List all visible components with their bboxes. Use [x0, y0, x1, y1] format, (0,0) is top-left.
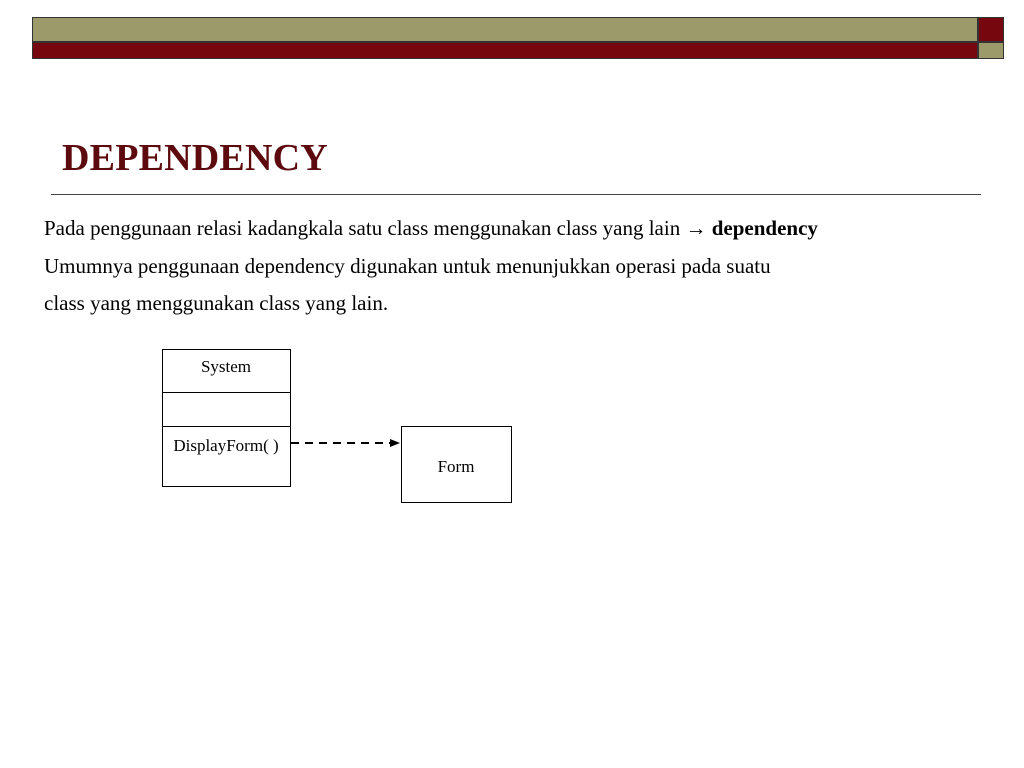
form-class-name: Form: [437, 457, 475, 476]
slide-title: DEPENDENCY: [62, 137, 328, 179]
body-line-1-text: Pada penggunaan relasi kadangkala satu class menggunakan class yang lain: [44, 216, 686, 240]
body-line-2: Umumnya penggunaan dependency digunakan untuk menunjukkan operasi pada suatu: [44, 253, 771, 278]
system-class-box: [163, 350, 291, 487]
dependency-emphasis: dependency: [711, 216, 818, 240]
body-line-3: class yang menggunakan class yang lain.: [44, 291, 389, 315]
form-class-box: [402, 427, 512, 503]
system-operation-displayform: DisplayForm( ): [173, 436, 279, 455]
system-class-name: System: [200, 357, 252, 376]
right-arrow-icon: →: [685, 216, 707, 240]
